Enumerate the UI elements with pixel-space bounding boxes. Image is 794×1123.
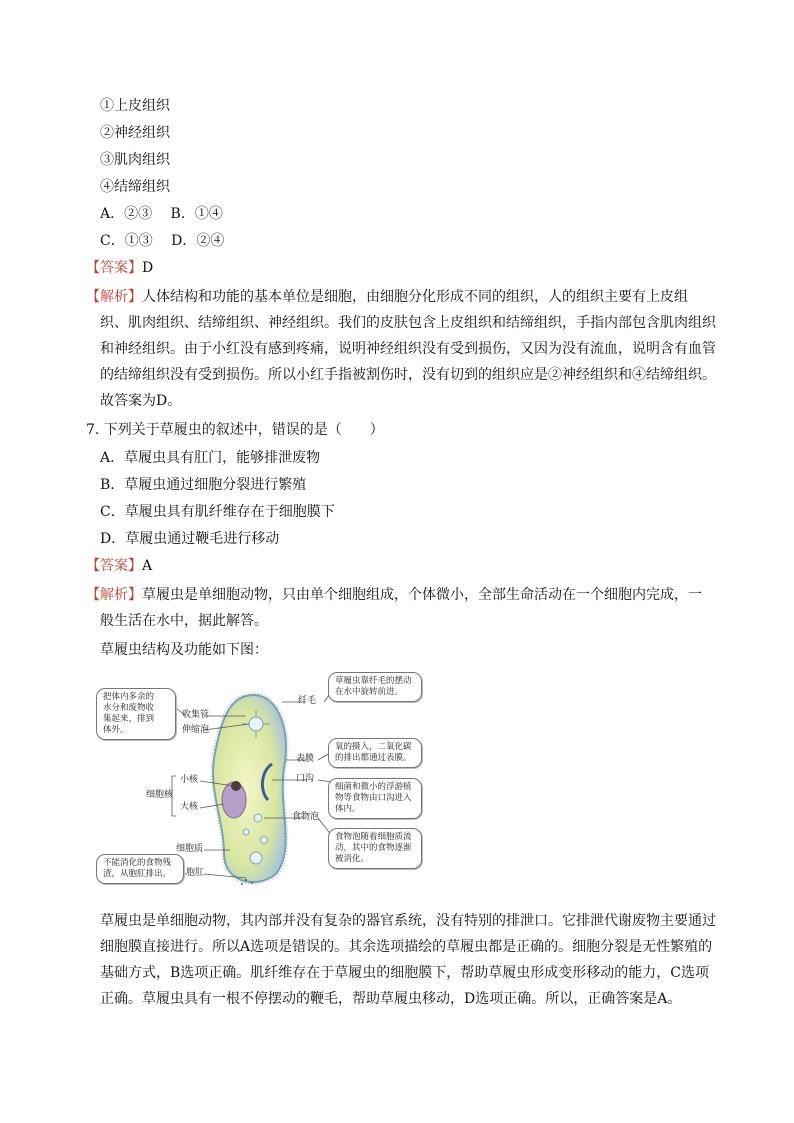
label-anal-pore: 胞肛: [186, 868, 205, 878]
conclusion-line: 正确。草履虫具有一根不停摆动的鞭毛，帮助草履虫移动，D选项正确。所以，正确答案是A。: [100, 991, 682, 1007]
analysis-line: 的结缔组织没有受到损伤。所以小红手指被割伤时，没有切到的组织应是②神经组织和④结缔组织。: [100, 367, 716, 383]
paramecium-diagram: [96, 668, 422, 888]
answer-value: D: [142, 260, 154, 276]
annotation-box: 把体内多余的 水分和废物收 集起来，排到 体外。: [96, 688, 176, 740]
list-item: ①上皮组织: [100, 98, 170, 114]
q7-option-a: A．草履虫具有肛门，能够排泄废物: [100, 450, 321, 466]
annotation-box: 氧的摄入，二氧化碳 的排出都通过表膜。: [328, 738, 422, 768]
figure-intro: 草履虫结构及功能如下图：: [100, 642, 268, 658]
label-nucleus: 细胞核: [146, 790, 174, 800]
q7-option-c: C．草履虫具有肌纤维存在于细胞膜下: [100, 504, 335, 520]
label-cytoplasm: 细胞质: [176, 844, 204, 854]
q6-options-row1: A．②③ B．①④: [100, 206, 223, 222]
list-item: ②神经组织: [100, 125, 170, 141]
q7-conclusion: [100, 908, 720, 1012]
conclusion-line: 草履虫是单细胞动物，其内部并没有复杂的器官系统，没有特别的排泄口。它排泄代谢废物主要通过: [100, 913, 716, 929]
q7-answer: [86, 556, 152, 576]
analysis-line: 草履虫是单细胞动物，只由单个细胞组成，个体微小，全部生命活动在一个细胞内完成，一: [142, 587, 702, 603]
q7-analysis: [86, 582, 720, 634]
analysis-line: 人体结构和功能的基本单位是细胞，由细胞分化形成不同的组织，人的组织主要有上皮组: [142, 289, 688, 305]
label-food-vacuole: 食物泡: [292, 812, 320, 822]
answer-label: 【答案】: [86, 558, 142, 574]
analysis-label: 【解析】: [86, 289, 142, 305]
list-item: ③肌肉组织: [100, 152, 170, 168]
analysis-line: 织、肌肉组织、结缔组织、神经组织。我们的皮肤包含上皮组织和结缔组织，手指内部包含肌肉组织: [100, 315, 716, 331]
analysis-line: 和神经组织。由于小红没有感到疼痛，说明神经组织没有受到损伤，又因为没有流血，说明含有血管: [100, 341, 716, 357]
analysis-line: 故答案为D。: [100, 393, 182, 409]
list-item: ④结缔组织: [100, 179, 170, 195]
answer-label: 【答案】: [86, 260, 142, 276]
label-collecting: 收集管: [182, 710, 210, 720]
label-contractile: 伸缩泡: [182, 725, 210, 735]
label-cilia: 纤毛: [298, 696, 317, 706]
q6-analysis: [86, 284, 720, 414]
answer-value: A: [142, 558, 153, 574]
q6-options-row2: C．①③ D．②④: [100, 233, 225, 249]
q6-answer: [86, 258, 153, 278]
label-macronucleus: 大核: [180, 802, 199, 812]
label-micronucleus: 小核: [180, 775, 199, 785]
annotation-box: 草履虫靠纤毛的摆动 在水中旋转前进。: [328, 672, 422, 702]
conclusion-line: 基础方式，B选项正确。肌纤维存在于草履虫的细胞膜下，帮助草履虫形成变形移动的能力，C选项: [100, 965, 709, 981]
q7-stem: 7. 下列关于草履虫的叙述中，错误的是（ ）: [86, 422, 384, 438]
conclusion-line: 细胞膜直接进行。所以A选项是错误的。其余选项描绘的草履虫都是正确的。细胞分裂是无性繁殖的: [100, 939, 713, 955]
analysis-label: 【解析】: [86, 587, 142, 603]
annotation-box: 细菌和微小的浮游植 物等食物由口沟进入 体内。: [328, 778, 422, 819]
q7-option-b: B．草履虫通过细胞分裂进行繁殖: [100, 477, 307, 493]
q7-option-d: D．草履虫通过鞭毛进行移动: [100, 531, 280, 547]
annotation-box: 食物泡随着细胞质流 动，其中的食物逐渐 被消化。: [328, 828, 422, 869]
analysis-line: 般生活在水中，据此解答。: [100, 613, 268, 629]
label-oral-groove: 口沟: [296, 774, 315, 784]
annotation-box: 不能消化的食物残 渣，从胞肛排出。: [96, 854, 184, 884]
label-pellicle: 表膜: [296, 754, 315, 764]
